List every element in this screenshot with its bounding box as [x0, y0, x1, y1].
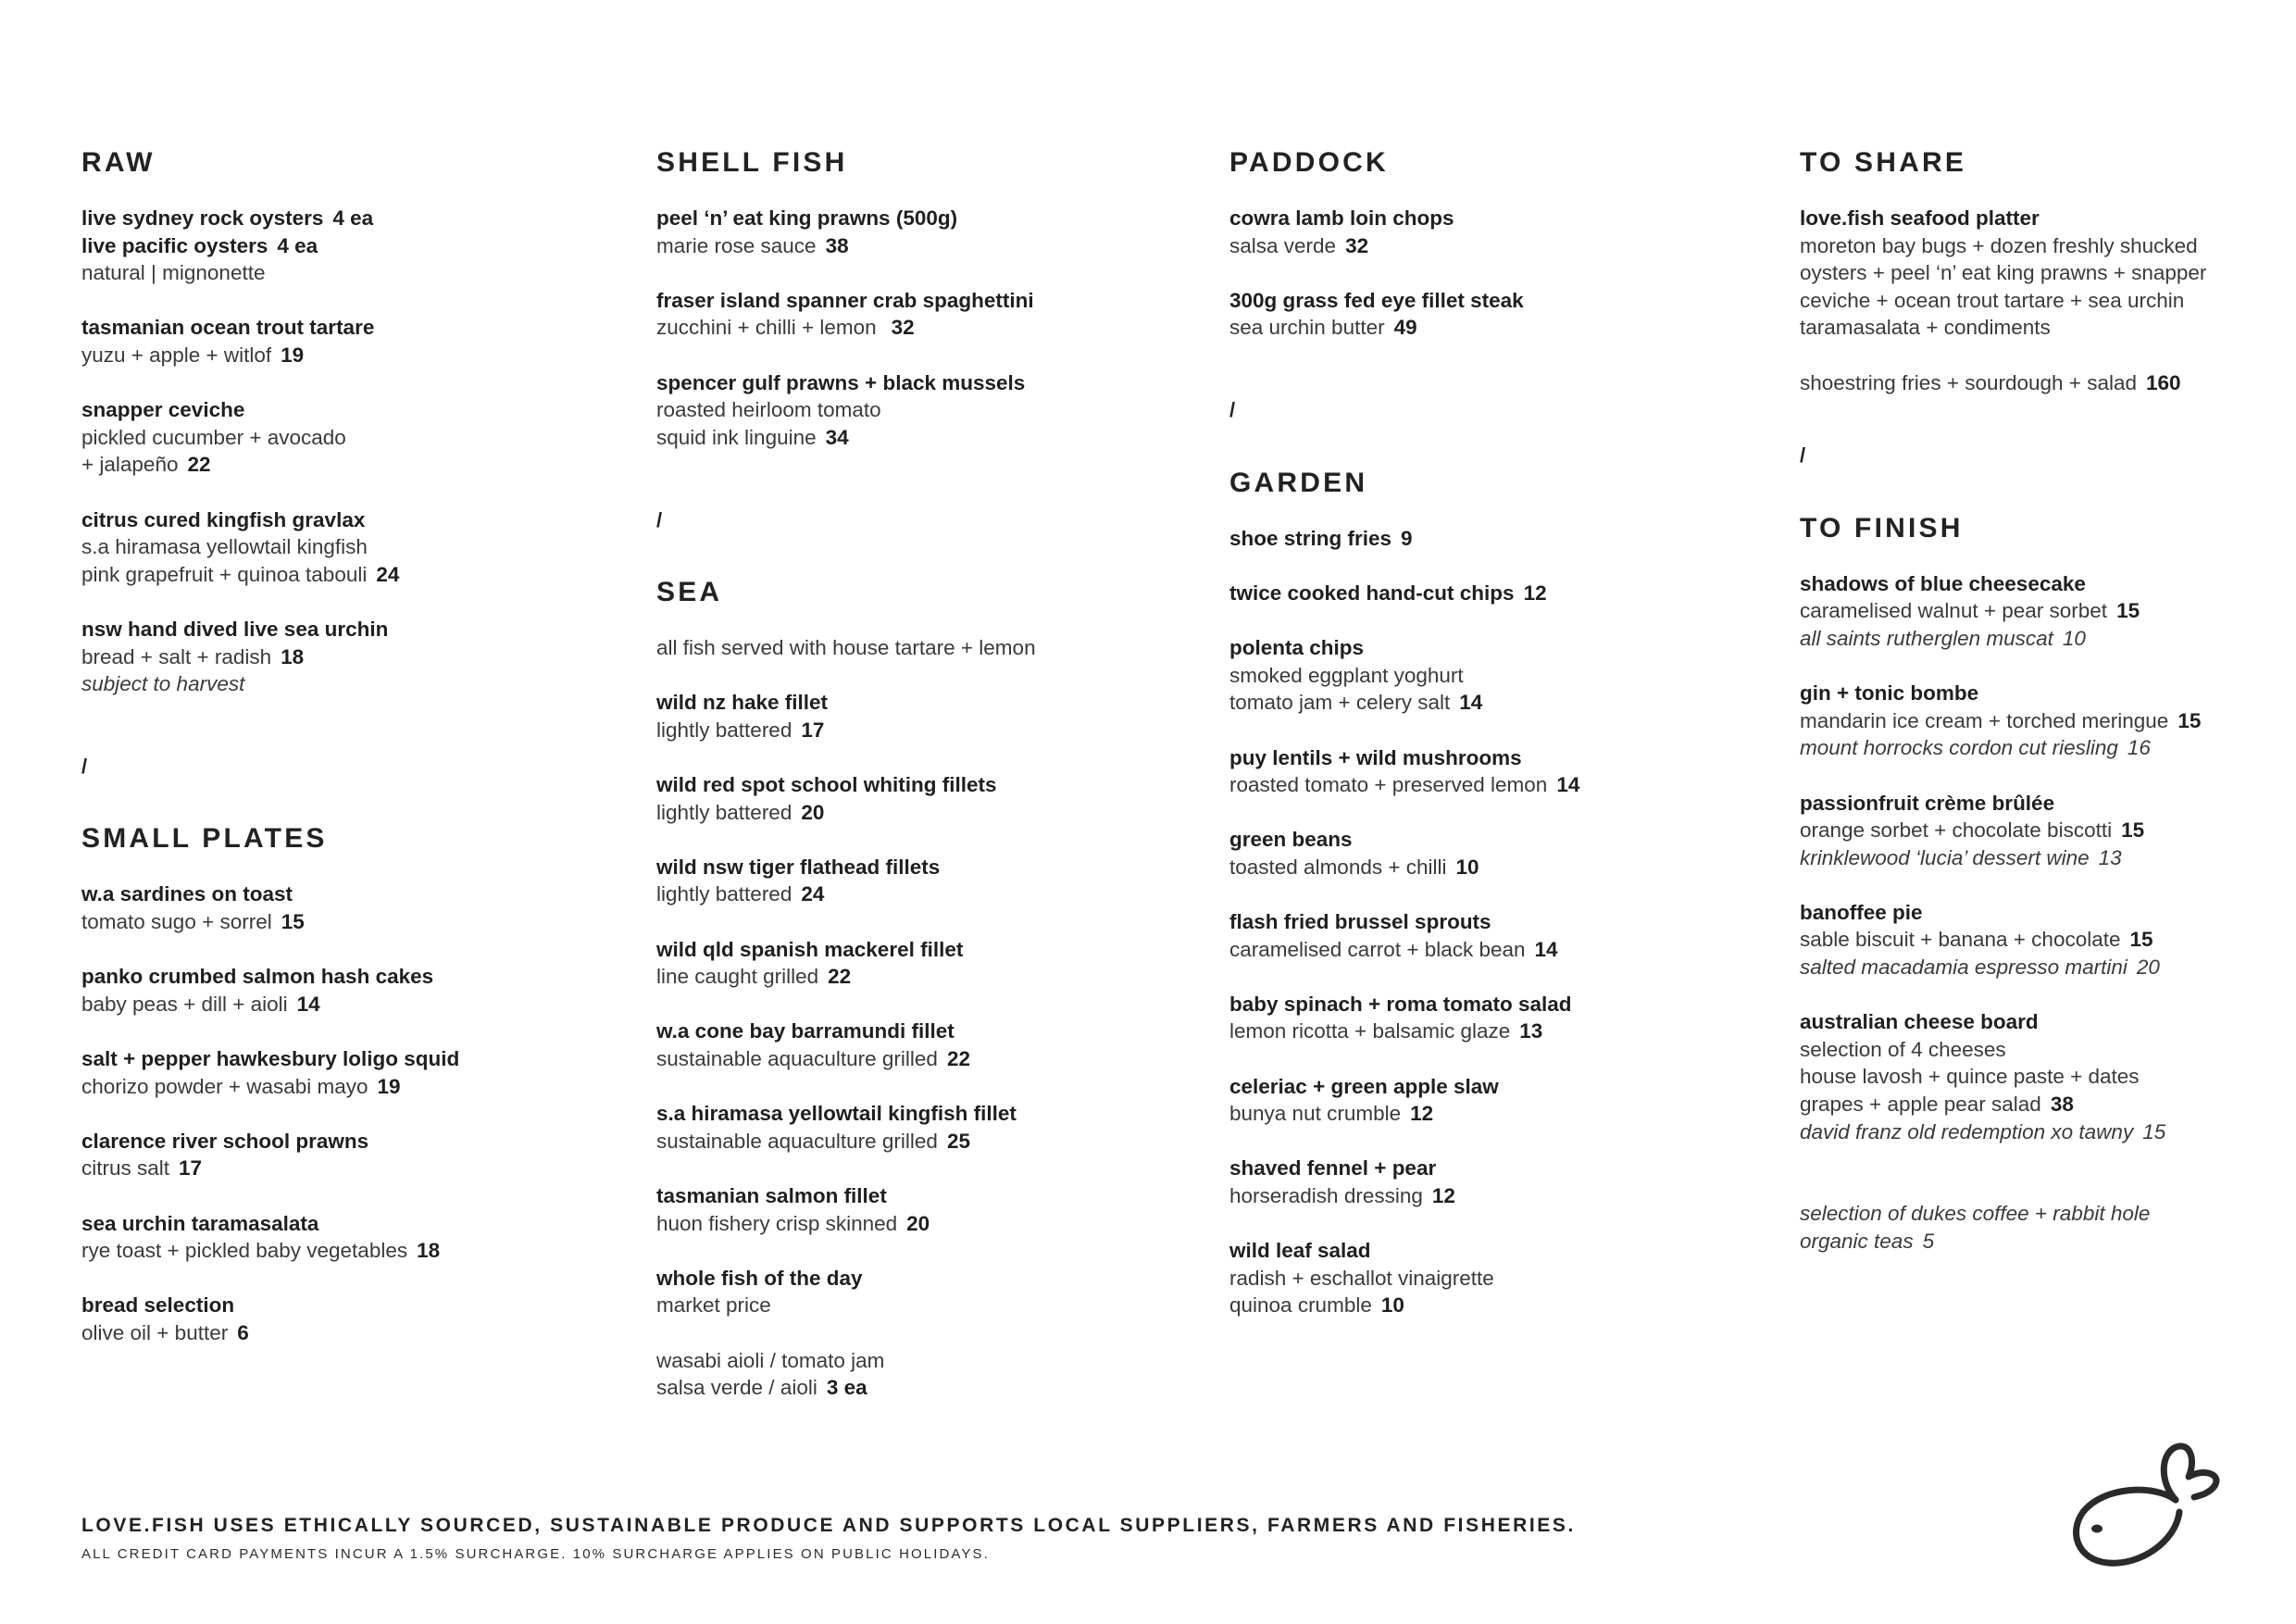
item-description: roasted heirloom tomato: [656, 398, 881, 422]
menu-item: [1229, 908, 1766, 963]
item-description: sable biscuit + banana + chocolate 15: [1800, 928, 2153, 952]
section-title-small-plates: SMALL PLATES: [81, 823, 328, 855]
menu-item: [656, 369, 1193, 452]
section-divider: /: [1229, 398, 1236, 422]
sauce-options: wasabi aioli / tomato jam: [656, 1348, 885, 1372]
item-description: bread + salt + radish 18: [81, 644, 305, 668]
pairing-price: 15: [2142, 1119, 2166, 1143]
item-name: banoffee pie: [1800, 900, 1923, 924]
menu-item: [656, 1018, 1193, 1072]
item-name: tasmanian ocean trout tartare: [81, 316, 375, 340]
item-description: lightly battered 17: [656, 718, 825, 742]
item-price: 18: [417, 1239, 441, 1263]
menu-item: [1229, 287, 1766, 342]
item-description: yuzu + apple + witlof 19: [81, 343, 305, 367]
item-price: 10: [1380, 1293, 1404, 1318]
section-intro-text: all fish served with house tartare + lemon: [656, 636, 1036, 660]
item-description: radish + eschallot vinaigrette: [1229, 1266, 1494, 1290]
item-description: sustainable aquaculture grilled 22: [656, 1047, 970, 1071]
item-name: 300g grass fed eye fillet steak: [1229, 288, 1524, 312]
menu-item: [81, 506, 618, 589]
item-description: olive oil + butter 6: [81, 1320, 249, 1344]
item-name: bread selection: [81, 1293, 235, 1318]
item-name: spencer gulf prawns + black mussels: [656, 370, 1026, 394]
item-description: moreton bay bugs + dozen freshly shucked: [1800, 233, 2198, 257]
item-price: 19: [377, 1074, 401, 1098]
item-name: twice cooked hand-cut chips 12: [1229, 581, 1547, 605]
menu-item: [1229, 744, 1766, 799]
menu-item: [656, 1100, 1193, 1155]
item-description: shoestring fries + sourdough + salad 160: [1800, 370, 2181, 394]
item-price: 32: [1345, 233, 1369, 257]
item-description: sea urchin butter 49: [1229, 316, 1417, 340]
menu-item: [81, 396, 618, 479]
item-description: caramelised walnut + pear sorbet 15: [1800, 599, 2140, 623]
menu-item: [1229, 1237, 1766, 1319]
section-divider: /: [1800, 443, 1806, 468]
section-title-raw: RAW: [81, 147, 156, 178]
wine-pairing: all saints rutherglen muscat 10: [1800, 626, 2086, 650]
item-description: squid ink linguine 34: [656, 425, 849, 449]
fish-heart-logo-icon: [2066, 1430, 2252, 1588]
item-description: + jalapeño 22: [81, 453, 211, 477]
item-description: house lavosh + quince paste + dates: [1800, 1065, 2140, 1089]
item-name: s.a hiramasa yellowtail kingfish fillet: [656, 1102, 1017, 1126]
menu-item: [656, 854, 1193, 908]
item-description: caramelised carrot + black bean 14: [1229, 937, 1558, 961]
item-name: polenta chips: [1229, 636, 1365, 660]
item-name: peel ‘n’ eat king prawns (500g): [656, 206, 958, 230]
item-name: shoe string fries 9: [1229, 526, 1413, 550]
sauces: [656, 1347, 1193, 1402]
coffee-price: 5: [1922, 1230, 1935, 1253]
coffee-line: selection of dukes coffee + rabbit hole: [1800, 1202, 2151, 1226]
item-name: wild nz hake fillet: [656, 691, 829, 715]
item-name: salt + pepper hawkesbury loligo squid: [81, 1047, 460, 1071]
menu-item: [656, 771, 1193, 826]
item-price: 15: [281, 910, 305, 934]
section-title-paddock: PADDOCK: [1229, 147, 1389, 178]
menu-item: [81, 881, 618, 935]
pairing-price: 10: [2062, 626, 2086, 650]
column-paddock-garden: [1229, 146, 1766, 1347]
item-price: 19: [281, 343, 305, 367]
item-description: grapes + apple pear salad 38: [1800, 1093, 2074, 1117]
item-price: 3 ea: [826, 1376, 867, 1400]
item-description: line caught grilled 22: [656, 965, 852, 989]
item-name: celeriac + green apple slaw: [1229, 1074, 1499, 1098]
item-price: 4 ea: [332, 206, 374, 230]
item-description: pink grapefruit + quinoa tabouli 24: [81, 562, 400, 586]
item-description: s.a hiramasa yellowtail kingfish: [81, 535, 368, 559]
item-name: wild leaf salad: [1229, 1239, 1371, 1263]
pairing-price: 20: [2136, 956, 2160, 980]
item-description: mandarin ice cream + torched meringue 15: [1800, 708, 2202, 732]
item-price: 14: [296, 992, 320, 1016]
menu-item: [81, 205, 618, 287]
menu-item: [1800, 1008, 2263, 1145]
item-name: panko crumbed salmon hash cakes: [81, 965, 434, 989]
item-name: clarence river school prawns: [81, 1129, 369, 1153]
item-price: 49: [1393, 316, 1417, 340]
item-price: 4 ea: [277, 233, 318, 257]
item-description: bunya nut crumble 12: [1229, 1102, 1434, 1126]
menu-item: [1229, 580, 1766, 607]
item-price: 12: [1431, 1184, 1455, 1207]
item-price: 24: [801, 882, 825, 906]
section-title-sea: SEA: [656, 577, 723, 608]
sea-intro: [656, 634, 1193, 662]
item-name: wild red spot school whiting fillets: [656, 773, 997, 797]
item-description: taramasalata + condiments: [1800, 316, 2051, 340]
item-description: marie rose sauce 38: [656, 233, 849, 257]
item-price: 14: [1459, 691, 1483, 715]
item-name: wild qld spanish mackerel fillet: [656, 937, 964, 961]
item-price: 22: [187, 453, 211, 477]
item-description: tomato jam + celery salt 14: [1229, 691, 1483, 715]
item-name: live sydney rock oysters 4 ea: [81, 206, 374, 230]
section-title-to-finish: TO FINISH: [1800, 512, 1964, 543]
item-price: 13: [1519, 1019, 1543, 1043]
wine-pairing: david franz old redemption xo tawny 15: [1800, 1119, 2166, 1143]
item-name: fraser island spanner crab spaghettini: [656, 288, 1034, 312]
item-description: huon fishery crisp skinned 20: [656, 1211, 930, 1235]
menu-item: [81, 616, 618, 698]
menu-item: [1229, 525, 1766, 553]
item-price: 6: [237, 1320, 249, 1344]
item-name: shadows of blue cheesecake: [1800, 571, 2086, 595]
item-description: rye toast + pickled baby vegetables 18: [81, 1239, 441, 1263]
item-price: 24: [376, 562, 400, 586]
item-description: zucchini + chilli + lemon 32: [656, 316, 915, 340]
item-price: 17: [179, 1156, 203, 1181]
menu-item: [81, 1045, 618, 1100]
menu-item: [1229, 991, 1766, 1045]
item-description: lightly battered 20: [656, 800, 825, 824]
coffee-tea-note: [1800, 1200, 2263, 1255]
item-name: wild nsw tiger flathead fillets: [656, 855, 941, 879]
section-title-garden: GARDEN: [1229, 467, 1368, 498]
item-name: passionfruit crème brûlée: [1800, 791, 2055, 815]
item-description: market price: [656, 1293, 771, 1318]
item-price: 34: [825, 425, 849, 449]
menu-item: [656, 1182, 1193, 1237]
item-description: baby peas + dill + aioli 14: [81, 992, 320, 1016]
item-name: flash fried brussel sprouts: [1229, 910, 1491, 934]
item-description: natural | mignonette: [81, 261, 266, 285]
item-price: 17: [801, 718, 825, 742]
item-description: lightly battered 24: [656, 882, 825, 906]
item-price: 18: [281, 644, 305, 668]
item-price: 14: [1556, 773, 1580, 797]
item-description: horseradish dressing 12: [1229, 1184, 1455, 1207]
wine-pairing: mount horrocks cordon cut riesling 16: [1800, 736, 2151, 760]
item-name: baby spinach + roma tomato salad: [1229, 992, 1572, 1016]
menu-item: [1800, 205, 2263, 342]
item-description: lemon ricotta + balsamic glaze 13: [1229, 1019, 1543, 1043]
wine-pairing: salted macadamia espresso martini 20: [1800, 956, 2160, 980]
item-price: 160: [2145, 370, 2181, 394]
section-divider: /: [656, 507, 663, 531]
item-price: 9: [1401, 526, 1413, 550]
section-title-shell-fish: SHELL FISH: [656, 147, 848, 178]
pairing-price: 13: [2098, 845, 2122, 869]
menu-item: [1800, 790, 2263, 872]
item-description: sustainable aquaculture grilled 25: [656, 1129, 970, 1153]
item-price: 20: [801, 800, 825, 824]
item-description: orange sorbet + chocolate biscotti 15: [1800, 818, 2145, 843]
item-price: 22: [946, 1047, 970, 1071]
menu-item: [656, 936, 1193, 991]
item-description: chorizo powder + wasabi mayo 19: [81, 1074, 401, 1098]
item-description: tomato sugo + sorrel 15: [81, 910, 305, 934]
item-description: pickled cucumber + avocado: [81, 425, 346, 449]
menu-item: [1229, 205, 1766, 259]
column-share-finish: [1800, 146, 2263, 1282]
surcharge-notice: ALL CREDIT CARD PAYMENTS INCUR A 1.5% SURCHARGE. 10% SURCHARGE APPLIES ON PUBLIC HOLIDAYS.: [81, 1546, 990, 1562]
item-name: sea urchin taramasalata: [81, 1211, 319, 1235]
column-raw-small-plates: [81, 146, 618, 1374]
menu-item: [81, 1128, 618, 1182]
item-name: live pacific oysters 4 ea: [81, 233, 318, 257]
item-price: 20: [906, 1211, 930, 1235]
item-price: 12: [1523, 581, 1547, 605]
item-description: selection of 4 cheeses: [1800, 1037, 2006, 1061]
item-name: whole fish of the day: [656, 1266, 863, 1290]
sauce-options: salsa verde / aioli 3 ea: [656, 1376, 867, 1400]
item-name: gin + tonic bombe: [1800, 681, 1979, 706]
item-description: ceviche + ocean trout tartare + sea urchin: [1800, 288, 2185, 312]
item-name: nsw hand dived live sea urchin: [81, 617, 389, 641]
item-name: tasmanian salmon fillet: [656, 1184, 887, 1207]
item-price: 15: [2177, 708, 2202, 732]
coffee-line: organic teas 5: [1800, 1230, 1935, 1253]
item-price: 14: [1534, 937, 1558, 961]
item-name: australian cheese board: [1800, 1010, 2039, 1034]
item-price: 25: [946, 1129, 970, 1153]
menu-item: [1229, 634, 1766, 717]
menu-item: [656, 1265, 1193, 1319]
item-description: citrus salt 17: [81, 1156, 203, 1181]
item-note: subject to harvest: [81, 672, 245, 696]
menu-item: [1800, 899, 2263, 981]
item-description: salsa verde 32: [1229, 233, 1369, 257]
item-name: shaved fennel + pear: [1229, 1156, 1437, 1181]
column-shellfish-sea: [656, 146, 1193, 1429]
menu-item: [656, 287, 1193, 342]
menu-item: [1229, 1073, 1766, 1128]
menu-item: [81, 314, 618, 369]
menu-item: [656, 689, 1193, 743]
sustainability-statement: LOVE.FISH USES ETHICALLY SOURCED, SUSTAINABLE PRODUCE AND SUPPORTS LOCAL SUPPLIERS, FARMERS AND FISHERIES.: [81, 1515, 1576, 1536]
item-description: oysters + peel ‘n’ eat king prawns + snapper: [1800, 261, 2207, 285]
menu-item: [1800, 680, 2263, 762]
item-name: w.a sardines on toast: [81, 882, 293, 906]
pairing-price: 16: [2127, 736, 2151, 760]
item-description: quinoa crumble 10: [1229, 1293, 1404, 1318]
item-name: green beans: [1229, 828, 1353, 852]
item-name: w.a cone bay barramundi fillet: [656, 1019, 955, 1043]
wine-pairing: krinklewood ‘lucia’ dessert wine 13: [1800, 845, 2122, 869]
menu-item: [81, 1292, 618, 1346]
menu-item: [1229, 1155, 1766, 1209]
item-price: 10: [1455, 855, 1479, 879]
section-title-to-share: TO SHARE: [1800, 147, 1967, 178]
menu-item: [1229, 826, 1766, 881]
menu-item: [81, 1210, 618, 1265]
item-description: roasted tomato + preserved lemon 14: [1229, 773, 1580, 797]
item-description: smoked eggplant yoghurt: [1229, 663, 1464, 687]
platter-extras: [1800, 369, 2263, 397]
section-divider: /: [81, 754, 88, 778]
item-name: puy lentils + wild mushrooms: [1229, 745, 1522, 769]
item-price: 12: [1410, 1102, 1434, 1126]
item-description: toasted almonds + chilli 10: [1229, 855, 1479, 879]
item-price: 15: [2129, 928, 2153, 952]
item-name: citrus cured kingfish gravlax: [81, 507, 366, 531]
item-name: love.fish seafood platter: [1800, 206, 2040, 230]
menu-item: [81, 963, 618, 1018]
item-price: 38: [825, 233, 849, 257]
item-price: 22: [828, 965, 852, 989]
menu-item: [656, 205, 1193, 259]
item-price: 32: [891, 316, 915, 340]
item-name: snapper ceviche: [81, 398, 245, 422]
item-name: cowra lamb loin chops: [1229, 206, 1454, 230]
item-price: 15: [2121, 818, 2145, 843]
menu-item: [1800, 570, 2263, 653]
item-price: 38: [2050, 1093, 2074, 1117]
item-price: 15: [2116, 599, 2140, 623]
